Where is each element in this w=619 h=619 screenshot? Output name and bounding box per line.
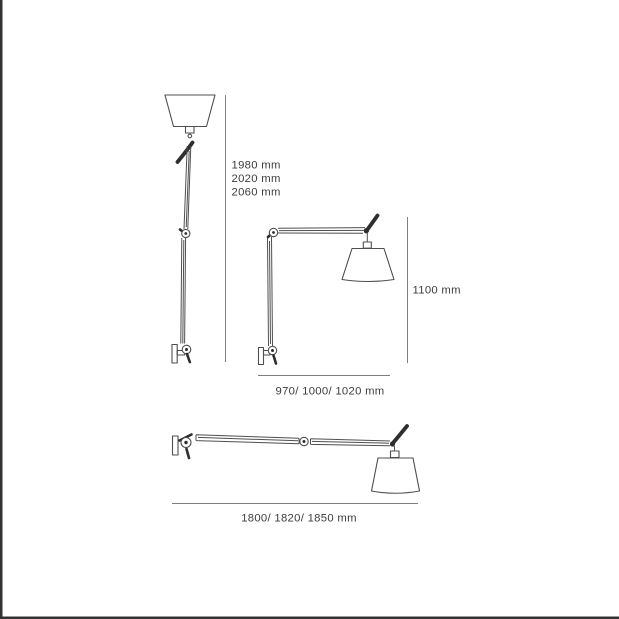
vertical-arm bbox=[268, 237, 273, 346]
horizontal-arm bbox=[278, 228, 365, 234]
lower-arm bbox=[181, 238, 186, 344]
view-vertical-lamp bbox=[165, 95, 281, 363]
shade-connector bbox=[363, 242, 371, 248]
height-label: 2020 mm bbox=[231, 173, 281, 185]
second-arm bbox=[311, 439, 391, 446]
head-lever bbox=[366, 216, 378, 232]
cable-ring bbox=[188, 134, 192, 138]
bracket-pin bbox=[274, 356, 277, 364]
view-wall-arm-lamp bbox=[258, 216, 461, 398]
shade-connector bbox=[391, 451, 400, 458]
wall-bracket-plate bbox=[173, 436, 179, 455]
view-horizontal-lamp bbox=[172, 426, 420, 525]
head-lever bbox=[392, 426, 407, 444]
shade-connector bbox=[186, 127, 195, 134]
width-label: 970/ 1000/ 1020 mm bbox=[275, 385, 385, 398]
wall-bracket-plate bbox=[172, 345, 177, 364]
upper-arm bbox=[184, 146, 191, 229]
lamp-shade bbox=[342, 249, 394, 282]
height-label: 1980 mm bbox=[231, 159, 281, 172]
wall-bracket-plate bbox=[259, 348, 264, 365]
left-border bbox=[0, 0, 3, 619]
bracket-pin bbox=[187, 449, 190, 458]
lamp-shade bbox=[165, 95, 215, 127]
width-label: 1800/ 1820/ 1850 mm bbox=[241, 512, 357, 525]
lamp-shade bbox=[372, 458, 420, 493]
bracket-pin bbox=[187, 354, 190, 362]
first-arm bbox=[196, 435, 299, 444]
height-label: 2060 mm bbox=[231, 186, 281, 199]
height-label: 1100 mm bbox=[412, 284, 461, 297]
